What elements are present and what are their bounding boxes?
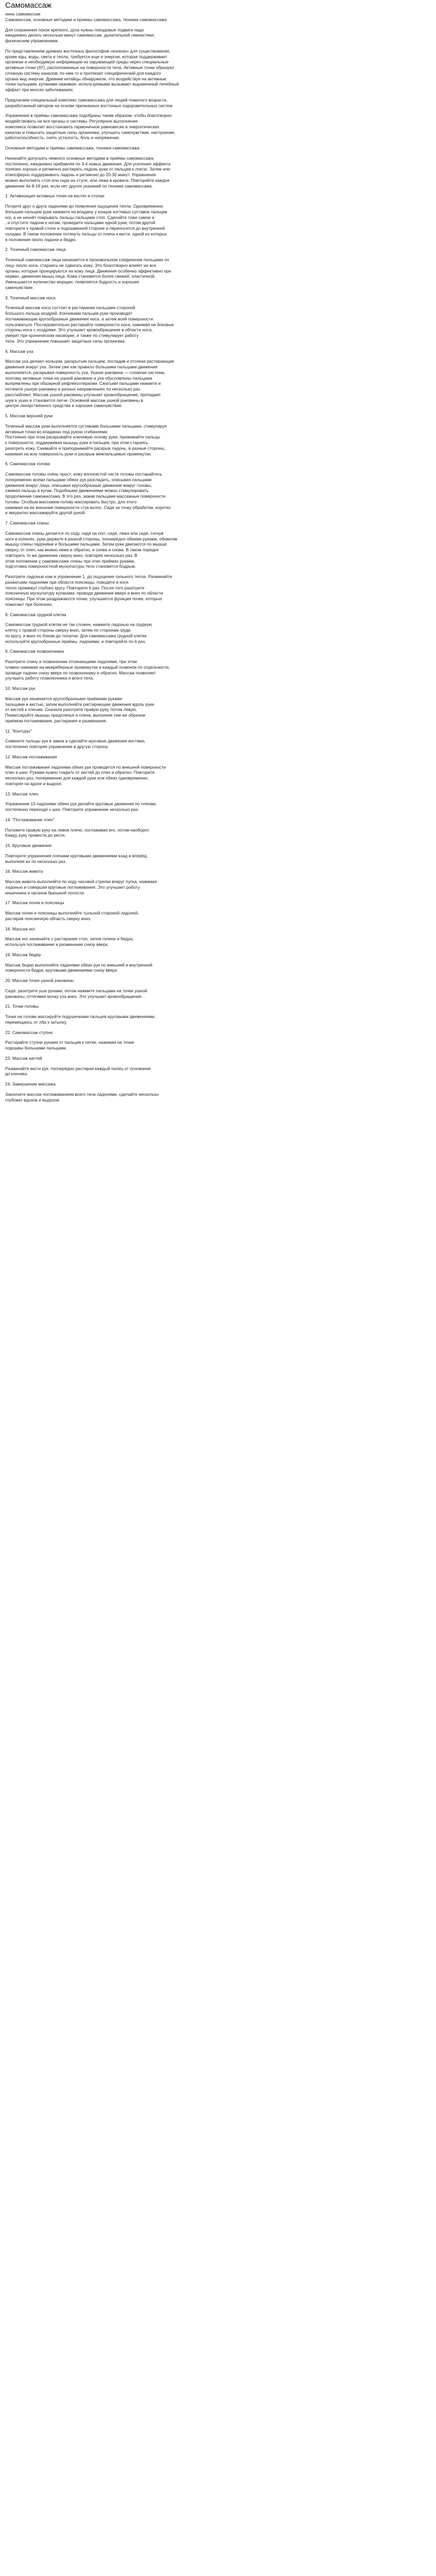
paragraph: Начинайте допускать немного основные методики в приёмы самомассажа постепенно, ежедневно прибавляя по 3-4 новых движения. Для усиления эффекта полезно хорошо и ритмично растирать ладонь руки от пальцев к локтю. Затем или атмосферно поддерживать ладонь и ритмично до 20-30 минут. Упражнения можно выполнять стоя или сидя на стуле, или лежа в кровати. Повторяйте каждое движение 4а 8-18 раз, если нет других указаний по технике самомассажа. xyxy=(5,155,170,189)
paragraph: Разотрите ладонью кам и упражнение 1, до ощущения сильного тепла. Разминайте разжатыми ладонями при области поясницы, поводите в ноги тепло промежут глубоко кругу. Повторите 6 раз. После того разотрите поясничную мускулатуру кулаками, проводя движения вверх и вниз по области поясницы. При этом раздражаются почки, улучшается функция почек, которые помогают при болезнях. xyxy=(5,574,172,607)
paragraph: 21. Точки головы xyxy=(5,1004,39,1009)
paragraph: 12. Массаж поглаживания xyxy=(5,754,57,759)
paragraph: Точечный массаж руки выполняется суставами большими пальцами, стимулируя активные точки во впадинах под рукою сгибаниями. Постоянно при этом раскрывайте ключевую основу руки, прижимайте пальцы к поверхности, поддерживая мышцы руки и пальцев, при этом стараясь разогреть кожу. Сжимайте и приподнимайте раскрыв ладонь, в разные стороны, нажимая на всю поверхность руки и раскрыв межпальцевые промежутки. xyxy=(5,423,167,456)
paragraph: 17. Массаж почек и поясницы xyxy=(5,900,64,906)
paragraph: 20. Массаж точек ушной раковины xyxy=(5,978,74,983)
paragraph: 9. Самомассаж позвоночника xyxy=(5,649,64,654)
paragraph: 18. Массаж ног xyxy=(5,926,36,931)
paragraph: Массаж почек и поясницы выполняйте тыльной стороной ладоней, растирая поясничную область сверху вниз. xyxy=(5,910,139,921)
paragraph: 23. Массаж кистей xyxy=(5,1055,42,1061)
paragraph: 6. Самомассаж голова xyxy=(5,461,50,467)
paragraph: Упражнения в приёмы самомассажа подобраны таким образом, чтобы благотворно воздействовать на все органы и системы. Регулярное выполнение комплекса позволит восстановить гармоничное равновесие в энергетических каналах и повысить защитные силы организма, улучшить самочувствие, настроение, работоспособность, снять усталость, боль и напряжение. xyxy=(5,113,176,141)
paragraph: Для сохранения покоя крепкого, духа нужны покадовые подвиги надо ежедневно делать нескольки минут самомассаж, дыхательной гимнастики, физическим упражнением. xyxy=(5,27,155,43)
paragraph: Массаж бедер выполняйте ладонями обеих рук по внешней и внутренней поверхности бедра, круговыми движениями снизу вверх. xyxy=(5,962,152,973)
paragraph: 14. "Поглаживание плеч" xyxy=(5,817,55,822)
document-page xyxy=(0,0,436,1103)
paragraph: Растирайте ступни руками от пальцев к пятке, нажимая на точки подошвы большими пальцами. xyxy=(5,1040,134,1050)
paragraph: 3. Точечный массаж носа xyxy=(5,295,56,300)
paragraph: Массаж уха делают кольцом, раскрытым пальцем, погладив и отсекая растирающие движения вокруг уха. Затем уже как правило большими пальцами движения выполняется, раскрывая поверхность уха. Ушная раковина — сложная система, поэтому активные точки на ушной раковине и уха обусловлены пальцами выпрямлены при обширной рефлексотерапии. Сжатыми пальцами нажмите и потяните ушную раковину в разных направлениях по несколько раз расслабляют. Массаж ушной раковины улучшает кровообращение, пропадает шум в ушах и становится легче. Основной массаж ушной раковины в центре лекарственного средства и хорошее самочувствие. xyxy=(5,359,175,409)
paragraph: 15. Круговые движения xyxy=(5,843,51,848)
paragraph: нина самомассаж Самомассаж, основные методики и приемы самомассажа, техника самомассажа xyxy=(5,11,167,22)
paragraph: Самомассаж головы очень прост: кожу волосистой части головы постарайтесь попеременно всеми пальцами обеих рук разгладить, описывая пальцами движения вокруг лица, описывая кругообразные движения вокруг головы, сжимая пальцы в кулак. Подобными движениями можно стимулировать продолжение самомассажа. В это раз, зажав пальцами массажные поверхности головы. Особым массажем голову массировать быстро, для этого нажимая на ее внешние поверхности стук волос. Сидя за точку обработки, коротко и аккуратно массажируйте другой рукой. xyxy=(5,471,171,516)
page-title: Самомассаж xyxy=(5,1,52,10)
paragraph: 1. Активизация активных точек на кистях и стопах xyxy=(5,193,105,199)
paragraph: Самомассаж спины делается по ходу, сидя на пол, сидя, лежа или сидя, согнув ноги в коленях, руки держите в разной стороны, поочерёдно обеими руками, обхватив мышцу спины ладонями и большими пальцами. Затем руки двигаются по мышце сверху, от плеч, как можно ниже и обратно, и снова и снова. В таком порядке повторить то же движение сверху вниз, повторяя несколько раз. В этом положении у самомассаже спины при этих приёмах руками, подготовка поверхностной мускулатуры тело становится бодрым. xyxy=(5,530,178,569)
paragraph: Основные методики и приемы самомассажа, техника самомассажа xyxy=(5,145,139,150)
paragraph: 5. Массаж верхней руки xyxy=(5,413,53,418)
paragraph: Самомассаж грудной клетки не так сложен, нажмите ладонью на грудную клетку с правой стороны сверху вниз, затем по сторонам груди по кругу, и вниз по бокам до лопатки. Для самомассажа грудной клетки используйте кругообразные приёмы, ладонями, и повторяйте по 6 раз. xyxy=(5,622,152,644)
paragraph: 24. Завершение массажа xyxy=(5,1081,56,1087)
paragraph: Массаж рук начинается кругообразными приёмами руками пальцами и кистью, затем выполняйте растирающие движения вдоль руки от кистей к плечам. Сначала разотрите правую руку, потом левую. Помассируйте мышцы предплечья и плеча, выполняя тем же образом приёмом поглаживания, растирания и разминания. xyxy=(5,696,154,723)
paragraph: Точечный массаж носа состоит в растирании пальцами стороной большого пальца ноздрей. Кончиками пальцев руки производят поглаживающие кругообразные движения носа, а затем всей поверхности пользоваться. Последовательно растирайте поверхности носа, нажимая на боковые стороны носа с ноздрями. Это улучшает кровообращение в области носа, умерит при хроническом насморке, и также по стимулирует работу тела. Это упражнение повышает защитные силы организма. xyxy=(5,305,174,344)
paragraph: 13. Массаж плеч xyxy=(5,791,39,796)
paragraph: Предлагаем специальный комплекс самомассажа для людей пожилого возраста, разработанный автором на основе признанных восточных оздоровительных систем. xyxy=(5,97,174,108)
paragraph: 19. Массаж бедер xyxy=(5,952,41,957)
paragraph: Точки на голове массируйте подушечками пальцев круговыми движениями, перемещаясь от лба к затылку. xyxy=(5,1014,156,1025)
paragraph: 11. "Контуры" xyxy=(5,728,32,734)
paragraph: Разминайте кисти рук, поочерёдно растирая каждый палец от основания до кончика. xyxy=(5,1065,151,1077)
paragraph: Массаж живота выполняйте по ходу часовой стрелки вокруг пупка, нажимая ладонью и совершая круговые поглаживания. Это улучшает работу кишечника и органов брюшной полости. xyxy=(5,879,157,895)
paragraph: 22. Самомассаж ступни xyxy=(5,1029,53,1035)
paragraph: Массаж ног начинайте с растирания стоп, затем голени и бедра, используя поглаживание и разминание снизу вверх. xyxy=(5,936,134,947)
paragraph: 10. Массаж рук xyxy=(5,686,36,691)
paragraph: Сомкните пальцы рук в замок и сделайте круговые движения кистями, постепенно повторяя упражнение в другую сторону. xyxy=(5,738,146,749)
document-body xyxy=(5,11,431,1103)
paragraph: Массаж поглаживания ладонями обеих рук проводится по внешней поверхности плеч и шеи. Руками нужно гладить от кистей до плеч и обратно. Повторите несколько раз, попеременно для каждой руки или обеих одновременно, повторяя на вдохе и выдохе. xyxy=(5,764,166,786)
paragraph: 7. Самомассаж спины xyxy=(5,520,49,526)
paragraph: Точечный самомассаж лица начинается в произвольном соединении пальцами по лицу около носа, стараясь не сдвигать кожу. Это благотворно влияет на все органы, которые проецируются на кожу лица. Движения особенно эффективно при нервах, движения мышц лица. Кожа становится более свежей, эластичной. Уменьшается количество морщин, появляется бодрость и хорошее самочувствие. xyxy=(5,257,171,290)
paragraph: 16. Массаж живота xyxy=(5,869,43,874)
paragraph: Упражнение 13 ладонями обеих рук делайте круговые движения по плечам, постепенно переходя к шее. Повторите упражнение несколько раз. xyxy=(5,801,157,812)
paragraph: По представлениям древних восточных философов «конкою» для существования, кроме еды, воды, света и тепла, требуется еще и энергия, которая поддерживает организм и необходимую информацию из окружающей среды через специальные активные точки (АТ), расположенные на поверхности тела. Активные точки образуют сложную систему каналов, по ним то и протекает специфический для каждого органа вид энергии. Древние китайцы обнаружили, что воздействуя на активные точки пальцами, кулаками нажимая, используемыми вызывают выраженный лечебный эффект при многих заболеваниях. xyxy=(5,48,179,92)
paragraph: 8. Самомассаж грудной клетки xyxy=(5,612,66,617)
paragraph: Закончите массаж поглаживанием всего тела ладонями, сделайте несколько глубоких вдохов и выдохов. xyxy=(5,1091,159,1103)
paragraph: 2. Точечный самомассаж лица xyxy=(5,247,66,252)
paragraph: Потрите друг о друга ладонями до появления ощущения тепла. Одновременно большим пальцем руки нажмите на впадину у концов ногтевых суставов пальцев ног, а не начнёт покрывать пальцы пальцами стоп. Сделайте тоже самое и , и спустите ладони к ногам, проведите пальцами одной руки, потом другой. повторите к правой стопе и подошвенной стороне и переносится до внутренней складки. В таком положении потянуть пальцы от плеча к кисти, одной из которых в положение около ладони и бедро. xyxy=(5,204,167,242)
paragraph: 4. Массаж уха xyxy=(5,348,33,354)
paragraph: Повторите упражнения плечами круговыми движениями взад и вперёд, выполняя их по несколько раз. xyxy=(5,853,148,864)
paragraph: Разотрите спину и позвоночник отсекающими ладонями, при этом плавно нажимая на межреберные промежутки и каждый позвонок по отдельности, проводя ладони снизу вверх по позвоночнику и обратно. Массаж позволяет улучшить работу позвоночника и всего тела. xyxy=(5,659,170,681)
paragraph: Положите правую руку на левое плечо, поглаживая его, потом наоборот. Кажду руку провести до кисти. xyxy=(5,827,150,838)
paragraph: Сидя, разотрите уши руками, потом нажмите пальцами на точки ушной раковины, оттягивая мочку уха вниз. Это улучшает кровообращение. xyxy=(5,988,147,999)
